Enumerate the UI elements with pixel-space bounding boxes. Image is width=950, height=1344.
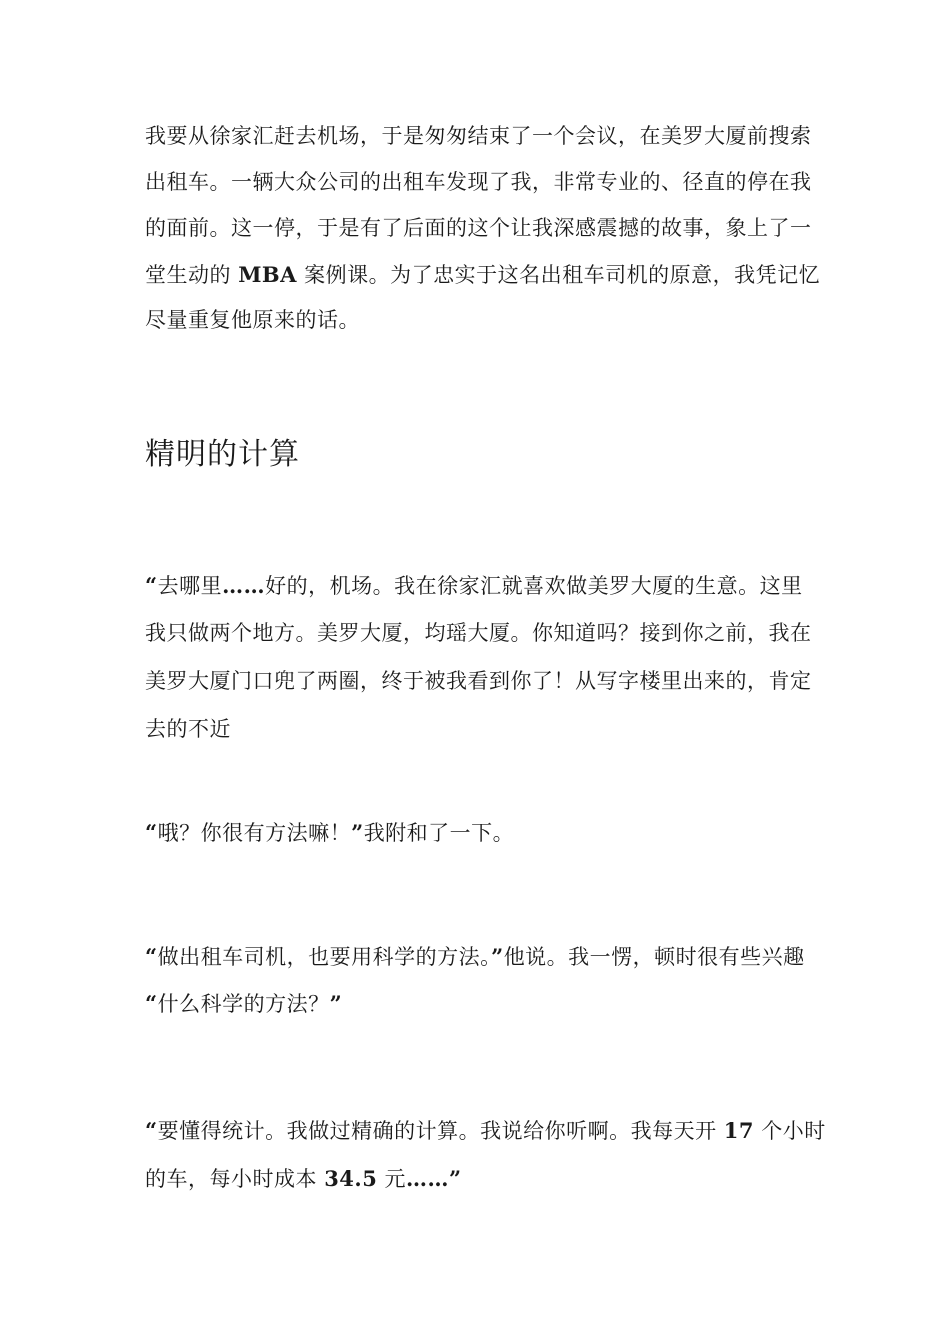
- text-run: 他说。我一愣，顿时很有些兴趣: [503, 945, 805, 969]
- text-run: 做出租车司机，也要用科学的方法。: [157, 945, 492, 969]
- text-line: [145, 1168, 810, 1189]
- close-quote: ”: [351, 820, 364, 845]
- ellipsis-close-quote: ……”: [406, 1166, 462, 1191]
- text-line: [145, 993, 810, 1014]
- text-line: [145, 575, 810, 596]
- open-quote: “: [145, 944, 158, 969]
- text-run: 堂生动的: [145, 263, 239, 287]
- text-line: 美罗大厦门口兜了两圈，终于被我看到你了！从写字楼里出来的，肯定: [145, 669, 812, 693]
- close-quote: ”: [491, 944, 504, 969]
- text-line: [145, 262, 821, 287]
- cost-number: 34.5: [324, 1166, 378, 1191]
- text-line: 出租车。一辆大众公司的出租车发现了我，非常专业的、径直的停在我: [145, 170, 812, 194]
- open-quote: “: [145, 573, 158, 598]
- text-run: 什么科学的方法？: [157, 992, 330, 1016]
- text-line: 尽量重复他原来的话。: [145, 308, 360, 332]
- text-run: 的车，每小时成本: [145, 1167, 325, 1191]
- text-run: 个小时: [754, 1119, 826, 1143]
- text-run: 我附和了一下。: [363, 821, 515, 845]
- text-line: 的面前。这一停，于是有了后面的这个让我深感震撼的故事，象上了一: [145, 216, 812, 240]
- text-run: 去哪里: [157, 574, 223, 598]
- close-quote: ”: [329, 991, 343, 1016]
- hours-number: 17: [723, 1118, 755, 1143]
- mba-bold-text: MBA: [238, 262, 297, 287]
- text-line: [145, 946, 810, 967]
- dialogue-paragraph-1: [145, 575, 810, 740]
- text-line: [145, 822, 810, 843]
- text-run: 元: [377, 1167, 407, 1191]
- dialogue-paragraph-4: [145, 1118, 826, 1191]
- section-heading: 精明的计算: [145, 437, 300, 472]
- text-run: 好的，机场。我在徐家汇就喜欢做美罗大厦的生意。这里: [265, 574, 803, 598]
- ellipsis: ……: [222, 573, 266, 598]
- dialogue-paragraph-2: [145, 822, 810, 843]
- open-quote: “: [145, 1118, 158, 1143]
- open-quote: “: [145, 820, 158, 845]
- text-line: 去的不近: [145, 717, 231, 741]
- text-line: [145, 1118, 826, 1143]
- intro-paragraph: [145, 124, 821, 332]
- text-run: 案例课。为了忠实于这名出租车司机的原意，我凭记忆: [296, 263, 821, 287]
- text-line: 我只做两个地方。美罗大厦，均瑶大厦。你知道吗？接到你之前，我在: [145, 621, 812, 645]
- open-quote: “: [145, 991, 158, 1016]
- dialogue-paragraph-3: [145, 946, 810, 1014]
- text-run: 要懂得统计。我做过精确的计算。我说给你听啊。我每天开: [157, 1119, 724, 1143]
- text-line: 我要从徐家汇赶去机场，于是匆匆结束了一个会议，在美罗大厦前搜索: [145, 124, 812, 148]
- text-run: 哦？你很有方法嘛！: [157, 821, 352, 845]
